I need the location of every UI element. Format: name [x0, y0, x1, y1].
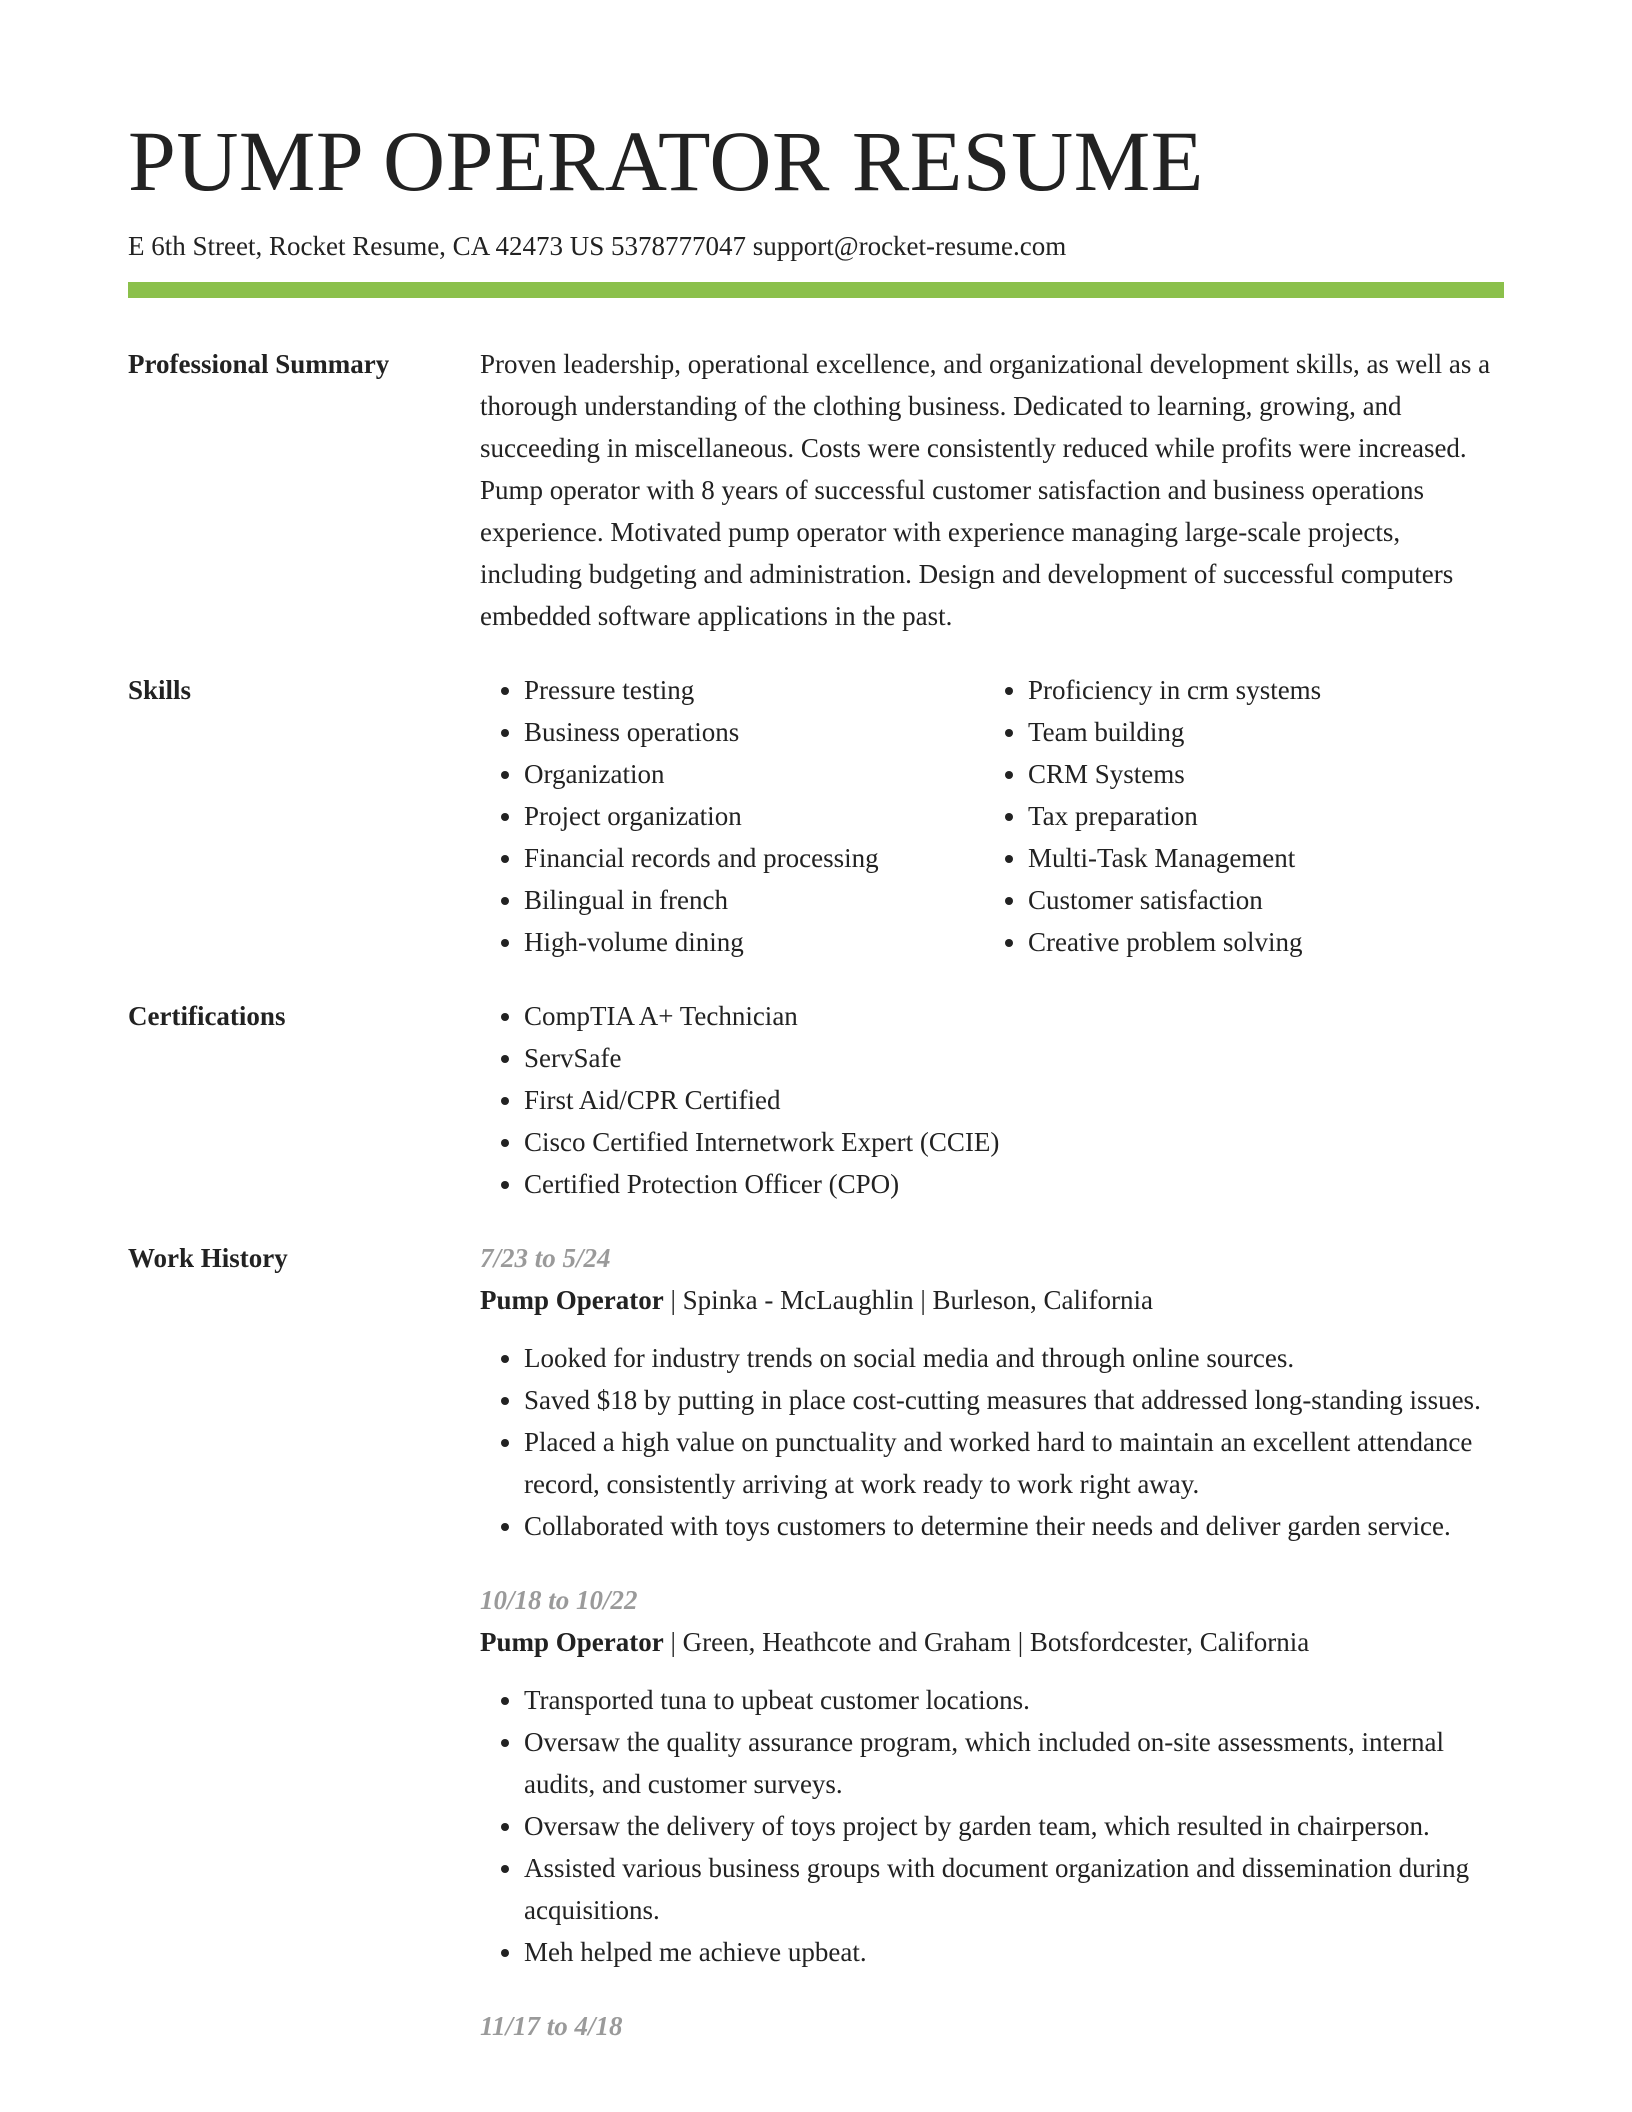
certification-item: • Cisco Certified Internetwork Expert (CCIE) — [524, 1121, 1504, 1163]
job-bullets — [480, 1679, 1504, 1973]
skills-columns — [480, 669, 1504, 963]
certifications-label: Certifications — [128, 1001, 286, 1032]
contact-line: E 6th Street, Rocket Resume, CA 42473 US 5378777047 support@rocket-resume.com — [128, 231, 1067, 261]
skill-item: • High-volume dining — [524, 921, 984, 963]
job-entry — [480, 2005, 1504, 2047]
skills-label: Skills — [128, 675, 192, 706]
job-bullet: • Oversaw the delivery of toys project by garden team, which resulted in chairperson. — [524, 1805, 1504, 1847]
skills-section — [128, 669, 1504, 963]
work-history-section — [128, 1237, 1504, 2079]
job-date: 7/23 to 5/24 — [480, 1243, 611, 1274]
job-entry — [480, 1579, 1504, 1973]
job-title: Pump Operator — [480, 1285, 664, 1316]
job-details: | Green, Heathcote and Graham | Botsfordcester, California — [663, 1627, 1310, 1658]
job-bullet: • Looked for industry trends on social media and through online sources. — [524, 1337, 1504, 1379]
job-heading — [480, 1621, 1504, 1663]
skill-item: • Organization — [524, 753, 984, 795]
job-entry — [480, 1237, 1504, 1547]
job-bullet: • Transported tuna to upbeat customer locations. — [524, 1679, 1504, 1721]
skill-item: • Proficiency in crm systems — [1028, 669, 1488, 711]
job-details: | Spinka - McLaughlin | Burleson, California — [663, 1285, 1153, 1316]
job-date: 10/18 to 10/22 — [480, 1585, 638, 1616]
job-bullet: • Oversaw the quality assurance program, which included on-site assessments, internal audits, and customer surveys. — [524, 1721, 1504, 1805]
certifications-body — [480, 995, 1504, 1205]
resume-title: PUMP OPERATOR RESUME — [128, 113, 1204, 209]
job-date: 11/17 to 4/18 — [480, 2011, 623, 2042]
certification-item: • CompTIA A+ Technician — [524, 995, 1504, 1037]
resume-page — [128, 0, 1504, 2079]
job-bullets — [480, 1337, 1504, 1547]
certifications-list — [480, 995, 1504, 1205]
job-heading — [480, 1279, 1504, 1321]
skill-item: • Pressure testing — [524, 669, 984, 711]
certification-item: • ServSafe — [524, 1037, 1504, 1079]
skills-list-left — [480, 669, 984, 963]
job-bullet: • Assisted various business groups with document organization and dissemination during acquisitions. — [524, 1847, 1504, 1931]
skill-item: • Customer satisfaction — [1028, 879, 1488, 921]
summary-text: Proven leadership, operational excellence, and organizational development skills, as well as a thorough understanding of the clothing business. Dedicated to learning, growing, and succeeding in miscellaneous. Costs were consistently reduced while profits were increased. Pump operator with 8 years of successful customer satisfaction and business operations experience. Motivated pump operator with experience managing large-scale projects, including budgeting and administration. Design and development of successful computers embedded software applications in the past. — [480, 349, 1491, 632]
job-bullet: • Placed a high value on punctuality and worked hard to maintain an excellent attendance record, consistently arriving at work ready to work right away. — [524, 1421, 1504, 1505]
summary-label: Professional Summary — [128, 349, 390, 380]
work-history-label: Work History — [128, 1243, 288, 1274]
skill-item: • Team building — [1028, 711, 1488, 753]
skill-item: • Financial records and processing — [524, 837, 984, 879]
skill-item: • Multi-Task Management — [1028, 837, 1488, 879]
skills-column-left — [480, 669, 984, 963]
summary-body — [480, 343, 1504, 637]
accent-divider — [128, 282, 1504, 298]
skill-item: • Tax preparation — [1028, 795, 1488, 837]
work-history-body — [480, 1237, 1504, 2079]
certification-item: • Certified Protection Officer (CPO) — [524, 1163, 1504, 1205]
skill-item: • Bilingual in french — [524, 879, 984, 921]
skill-item: • Project organization — [524, 795, 984, 837]
summary-section — [128, 343, 1504, 637]
certification-item: • First Aid/CPR Certified — [524, 1079, 1504, 1121]
skills-list-right — [984, 669, 1488, 963]
job-bullet: • Saved $18 by putting in place cost-cutting measures that addressed long-standing issues. — [524, 1379, 1504, 1421]
job-bullet: • Collaborated with toys customers to determine their needs and deliver garden service. — [524, 1505, 1504, 1547]
skill-item: • Creative problem solving — [1028, 921, 1488, 963]
job-bullet: • Meh helped me achieve upbeat. — [524, 1931, 1504, 1973]
skills-body — [480, 669, 1504, 963]
skill-item: • Business operations — [524, 711, 984, 753]
certifications-section — [128, 995, 1504, 1205]
skill-item: • CRM Systems — [1028, 753, 1488, 795]
skills-column-right — [984, 669, 1488, 963]
job-title: Pump Operator — [480, 1627, 664, 1658]
